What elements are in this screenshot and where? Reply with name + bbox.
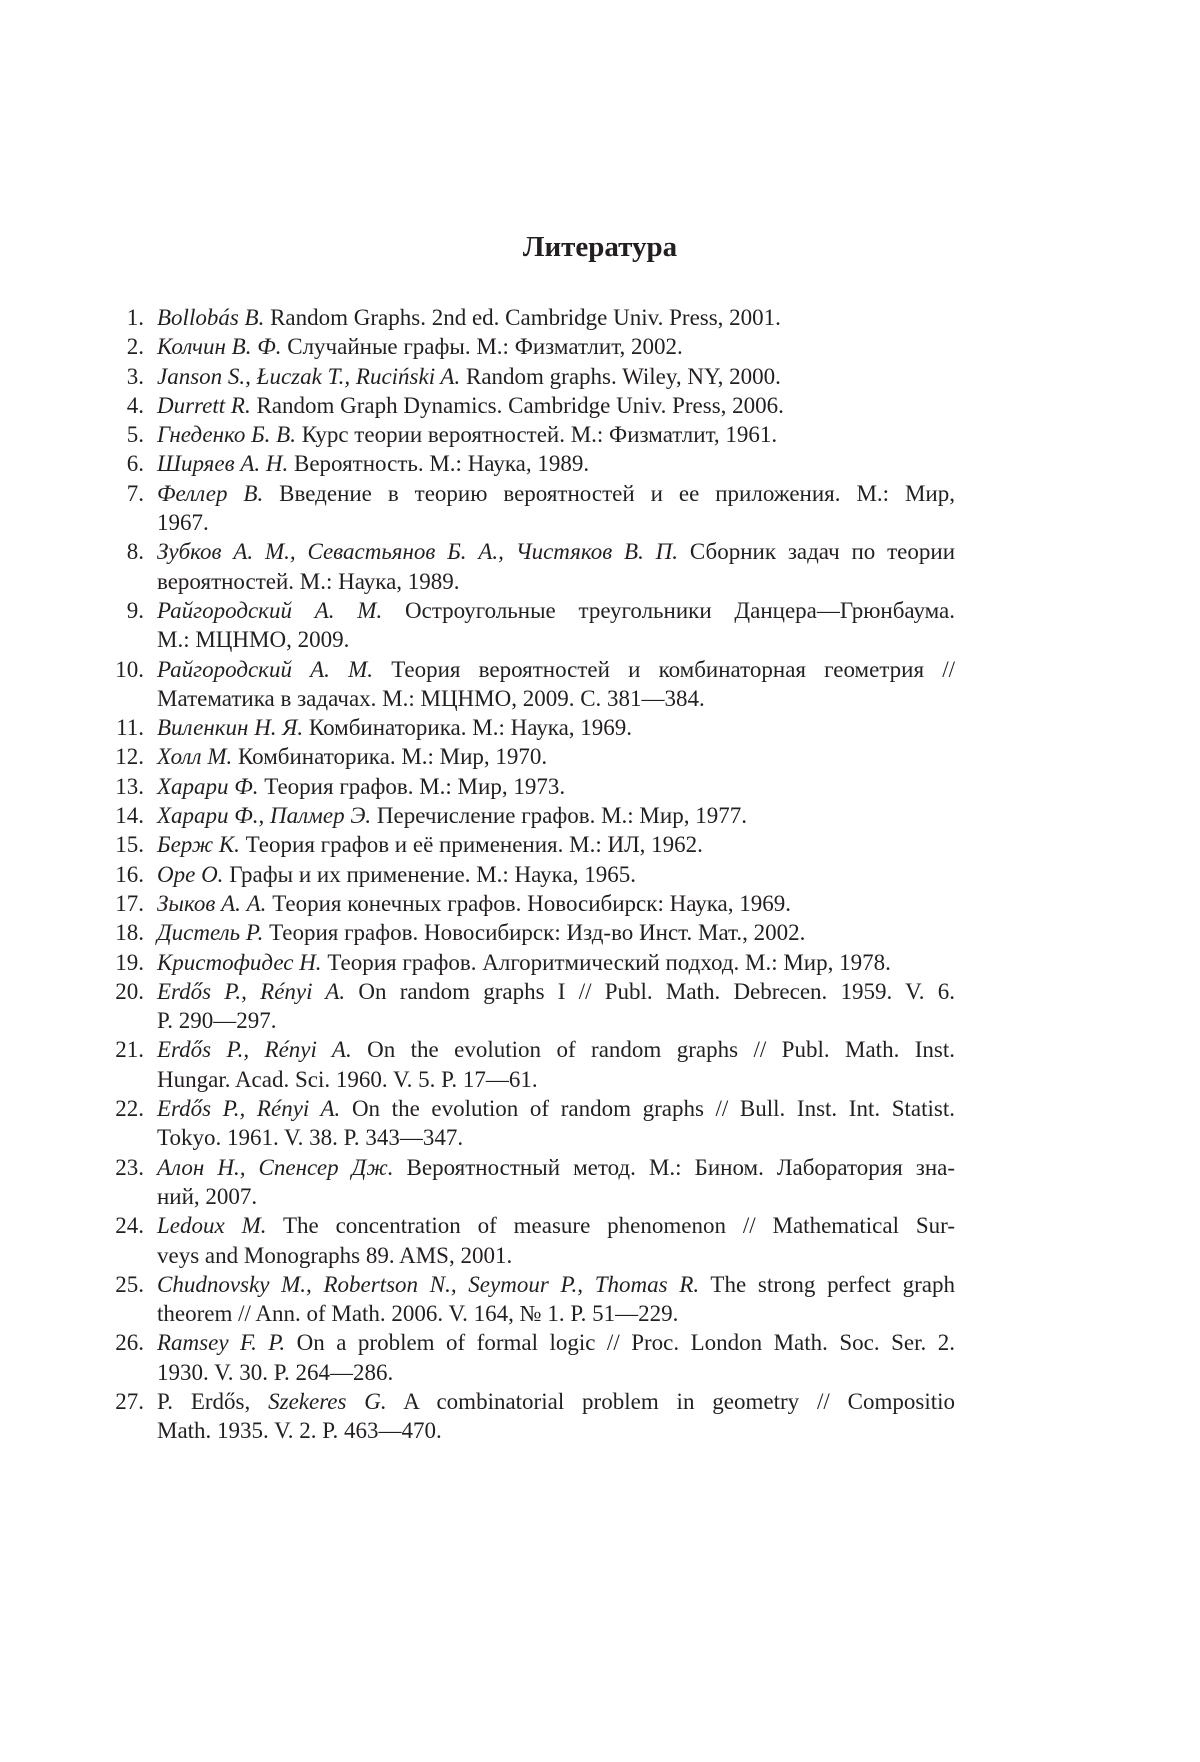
entry-line: 1930. V. 30. P. 264—286. bbox=[157, 1358, 955, 1387]
entry-line bbox=[157, 1035, 955, 1064]
entry-text: Random Graphs. 2nd ed. Cambridge Univ. Press, 2001. bbox=[264, 305, 781, 330]
entry-author: Janson S., Łuczak T., Ruciński A. bbox=[157, 364, 460, 389]
bibliography-entry bbox=[110, 362, 955, 391]
entry-line bbox=[157, 303, 955, 332]
entry-author: Bollobás B. bbox=[157, 305, 264, 330]
entry-author: Erdős P., Rényi A. bbox=[157, 979, 345, 1004]
entry-text: On a problem of formal logic // Proc. London Math. Soc. Ser. 2. bbox=[285, 1330, 955, 1355]
entry-text: Комбинаторика. М.: Мир, 1970. bbox=[232, 744, 547, 769]
entry-author: Erdős P., Rényi A. bbox=[157, 1096, 340, 1121]
bibliography-entry bbox=[110, 830, 955, 859]
entry-author: Райгородский А. М. bbox=[157, 598, 382, 623]
entry-text: Теория графов и её применения. М.: ИЛ, 1962. bbox=[240, 832, 703, 857]
entry-line bbox=[157, 713, 955, 742]
entry-author: Ledoux M. bbox=[157, 1213, 267, 1238]
entry-text: Вероятность. М.: Наука, 1989. bbox=[288, 451, 589, 476]
entry-line bbox=[157, 742, 955, 771]
bibliography-entry bbox=[110, 1035, 955, 1094]
entry-number: 23. bbox=[110, 1153, 144, 1182]
bibliography-entry bbox=[110, 479, 955, 538]
bibliography-entry bbox=[110, 948, 955, 977]
bibliography-entry bbox=[110, 860, 955, 889]
entry-number: 14. bbox=[110, 801, 144, 830]
entry-number: 11. bbox=[110, 713, 144, 742]
bibliography-entry bbox=[110, 889, 955, 918]
bibliography-entry bbox=[110, 391, 955, 420]
entry-author: Харари Ф., Палмер Э. bbox=[157, 803, 371, 828]
entry-line bbox=[157, 801, 955, 830]
bibliography-entry bbox=[110, 801, 955, 830]
entry-text: The concentration of measure phenomenon // Mathematical Sur- bbox=[267, 1213, 956, 1238]
bibliography-entry bbox=[110, 772, 955, 801]
entry-text: Теория графов. М.: Мир, 1973. bbox=[259, 774, 566, 799]
page-title: Литература bbox=[0, 228, 1200, 266]
entry-line bbox=[157, 948, 955, 977]
entry-number: 24. bbox=[110, 1211, 144, 1240]
entry-author: Durrett R. bbox=[157, 393, 251, 418]
entry-author: Райгородский А. М. bbox=[157, 657, 373, 682]
entry-author: Харари Ф. bbox=[157, 774, 259, 799]
entry-line bbox=[157, 391, 955, 420]
entry-line bbox=[157, 479, 955, 508]
entry-line bbox=[157, 655, 955, 684]
entry-number: 27. bbox=[110, 1387, 144, 1416]
entry-text: Теория конечных графов. Новосибирск: Наука, 1969. bbox=[266, 891, 791, 916]
entry-number: 16. bbox=[110, 860, 144, 889]
entry-author: Феллер В. bbox=[157, 481, 263, 506]
bibliography-entry bbox=[110, 742, 955, 771]
entry-number: 25. bbox=[110, 1270, 144, 1299]
entry-text: The strong perfect graph bbox=[699, 1272, 955, 1297]
entry-number: 17. bbox=[110, 889, 144, 918]
entry-line: М.: МЦНМО, 2009. bbox=[157, 625, 955, 654]
entry-line: вероятностей. М.: Наука, 1989. bbox=[157, 567, 955, 596]
entry-author: Зубков А. М., Севастьянов Б. А., Чистяков В. П. bbox=[157, 539, 678, 564]
entry-line bbox=[157, 332, 955, 361]
entry-line bbox=[157, 1270, 955, 1299]
entry-author: Виленкин Н. Я. bbox=[157, 715, 303, 740]
bibliography-entry bbox=[110, 918, 955, 947]
entry-number: 18. bbox=[110, 918, 144, 947]
entry-text: Теория графов. Алгоритмический подход. М.: Мир, 1978. bbox=[322, 950, 891, 975]
bibliography-entry bbox=[110, 332, 955, 361]
entry-number: 21. bbox=[110, 1035, 144, 1064]
entry-line: ний, 2007. bbox=[157, 1182, 955, 1211]
entry-text: Курс теории вероятностей. М.: Физматлит, 1961. bbox=[296, 422, 777, 447]
entry-text: Остроугольные треугольники Данцера—Грюнбаума. bbox=[382, 598, 955, 623]
bibliography-entry bbox=[110, 655, 955, 714]
entry-text: On the evolution of random graphs // Publ. Math. Inst. bbox=[352, 1037, 955, 1062]
entry-author: Chudnovsky M., Robertson N., Seymour P., Thomas R. bbox=[157, 1272, 699, 1297]
entry-text: Случайные графы. М.: Физматлит, 2002. bbox=[281, 334, 682, 359]
bibliography-entry bbox=[110, 713, 955, 742]
entry-author: Холл М. bbox=[157, 744, 232, 769]
entry-line bbox=[157, 449, 955, 478]
entry-number: 6. bbox=[110, 449, 144, 478]
entry-author: Szekeres G. bbox=[268, 1389, 387, 1414]
entry-text: Теория графов. Новосибирск: Изд-во Инст. Мат., 2002. bbox=[263, 920, 805, 945]
entry-line: Hungar. Acad. Sci. 1960. V. 5. P. 17—61. bbox=[157, 1065, 955, 1094]
entry-text: Введение в теорию вероятностей и ее приложения. М.: Мир, bbox=[263, 481, 955, 506]
entry-author: Ширяев А. Н. bbox=[157, 451, 288, 476]
entry-text: Random Graph Dynamics. Cambridge Univ. Press, 2006. bbox=[251, 393, 784, 418]
entry-number: 5. bbox=[110, 420, 144, 449]
bibliography-entry bbox=[110, 1094, 955, 1153]
entry-author: Оре О. bbox=[157, 862, 223, 887]
entry-number: 22. bbox=[110, 1094, 144, 1123]
entry-number: 26. bbox=[110, 1328, 144, 1357]
entry-line: Math. 1935. V. 2. P. 463—470. bbox=[157, 1416, 955, 1445]
entry-line bbox=[157, 772, 955, 801]
entry-line bbox=[157, 830, 955, 859]
entry-line bbox=[157, 1387, 955, 1416]
entry-line: Tokyo. 1961. V. 38. P. 343—347. bbox=[157, 1123, 955, 1152]
bibliography-entry bbox=[110, 1387, 955, 1446]
bibliography-entry bbox=[110, 1270, 955, 1329]
entry-line bbox=[157, 918, 955, 947]
entry-text: Вероятностный метод. М.: Бином. Лаборатория зна- bbox=[393, 1155, 955, 1180]
bibliography-entry bbox=[110, 1211, 955, 1270]
entry-number: 1. bbox=[110, 303, 144, 332]
entry-line bbox=[157, 1328, 955, 1357]
bibliography-entry bbox=[110, 420, 955, 449]
entry-number: 9. bbox=[110, 596, 144, 625]
bibliography-entry bbox=[110, 1328, 955, 1387]
entry-author: Гнеденко Б. В. bbox=[157, 422, 296, 447]
entry-text: Графы и их применение. М.: Наука, 1965. bbox=[223, 862, 636, 887]
bibliography-entry bbox=[110, 303, 955, 332]
bibliography-entry bbox=[110, 977, 955, 1036]
entry-line bbox=[157, 1211, 955, 1240]
entry-line bbox=[157, 1153, 955, 1182]
entry-text: Перечисление графов. М.: Мир, 1977. bbox=[371, 803, 747, 828]
entry-text: Комбинаторика. М.: Наука, 1969. bbox=[303, 715, 632, 740]
entry-number: 7. bbox=[110, 479, 144, 508]
bibliography-list bbox=[110, 303, 955, 1446]
entry-text: Теория вероятностей и комбинаторная геометрия // bbox=[373, 657, 955, 682]
entry-number: 4. bbox=[110, 391, 144, 420]
entry-line: P. 290—297. bbox=[157, 1006, 955, 1035]
bibliography-entry bbox=[110, 596, 955, 655]
bibliography-entry bbox=[110, 1153, 955, 1212]
entry-author: Алон Н., Спенсер Дж. bbox=[157, 1155, 393, 1180]
entry-line: Математика в задачах. М.: МЦНМО, 2009. С. 381—384. bbox=[157, 684, 955, 713]
entry-author: Зыков А. А. bbox=[157, 891, 266, 916]
entry-number: 12. bbox=[110, 742, 144, 771]
entry-author: Кристофидес Н. bbox=[157, 950, 322, 975]
entry-number: 15. bbox=[110, 830, 144, 859]
entry-author: Erdős P., Rényi A. bbox=[157, 1037, 352, 1062]
entry-text: Random graphs. Wiley, NY, 2000. bbox=[460, 364, 781, 389]
entry-number: 20. bbox=[110, 977, 144, 1006]
entry-author: Берж К. bbox=[157, 832, 240, 857]
entry-line bbox=[157, 1094, 955, 1123]
entry-text: P. Erdős, bbox=[157, 1389, 268, 1414]
entry-text: On the evolution of random graphs // Bull. Inst. Int. Statist. bbox=[340, 1096, 955, 1121]
entry-author: Дистель Р. bbox=[157, 920, 263, 945]
entry-line bbox=[157, 420, 955, 449]
entry-line: 1967. bbox=[157, 508, 955, 537]
entry-number: 8. bbox=[110, 537, 144, 566]
entry-line bbox=[157, 889, 955, 918]
entry-line: theorem // Ann. of Math. 2006. V. 164, № 1. P. 51—229. bbox=[157, 1299, 955, 1328]
entry-text: Сборник задач по теории bbox=[678, 539, 955, 564]
entry-number: 19. bbox=[110, 948, 144, 977]
entry-text: A combinatorial problem in geometry // Compositio bbox=[387, 1389, 955, 1414]
entry-line bbox=[157, 860, 955, 889]
entry-line bbox=[157, 977, 955, 1006]
entry-number: 10. bbox=[110, 655, 144, 684]
entry-line bbox=[157, 596, 955, 625]
entry-line bbox=[157, 537, 955, 566]
bibliography-entry bbox=[110, 449, 955, 478]
entry-number: 13. bbox=[110, 772, 144, 801]
entry-number: 3. bbox=[110, 362, 144, 391]
entry-line bbox=[157, 362, 955, 391]
entry-author: Колчин В. Ф. bbox=[157, 334, 281, 359]
entry-line: veys and Monographs 89. AMS, 2001. bbox=[157, 1241, 955, 1270]
entry-author: Ramsey F. P. bbox=[157, 1330, 285, 1355]
entry-number: 2. bbox=[110, 332, 144, 361]
entry-text: On random graphs I // Publ. Math. Debrecen. 1959. V. 6. bbox=[345, 979, 955, 1004]
bibliography-entry bbox=[110, 537, 955, 596]
